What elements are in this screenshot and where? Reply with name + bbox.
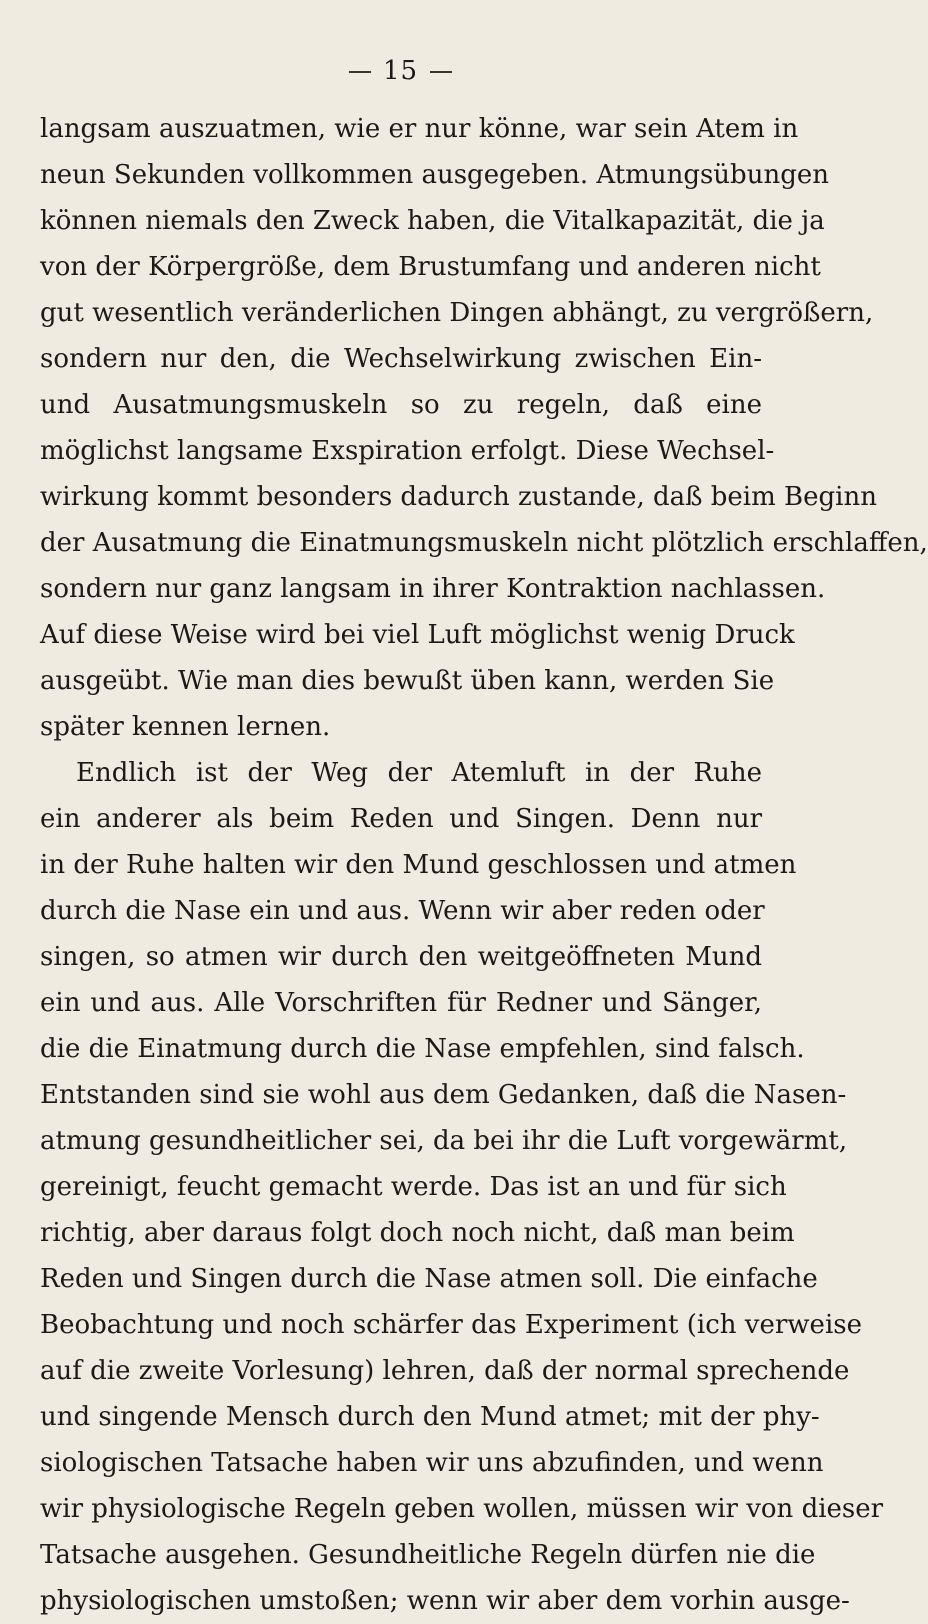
text-line: Endlich ist der Weg der Atemluft in der Ruhe [76, 758, 762, 788]
text-line: Beobachtung und noch schärfer das Experiment (ich verweise [40, 1310, 862, 1340]
text-line: können niemals den Zweck haben, die Vitalkapazität, die ja [40, 206, 825, 236]
body-text [40, 106, 928, 1624]
text-line: die die Einatmung durch die Nase empfehlen, sind falsch. [40, 1034, 805, 1064]
text-line: singen, so atmen wir durch den weitgeöffneten Mund [40, 942, 762, 972]
page-header [0, 56, 801, 86]
text-line: sondern nur ganz langsam in ihrer Kontraktion nachlassen. [40, 574, 826, 604]
text-line: ein anderer als beim Reden und Singen. Denn nur [40, 804, 762, 834]
text-line: atmung gesundheitlicher sei, da bei ihr die Luft vorgewärmt, [40, 1126, 848, 1156]
text-line: sondern nur den, die Wechselwirkung zwischen Ein- [40, 344, 762, 374]
text-line: von der Körpergröße, dem Brustumfang und anderen nicht [40, 252, 821, 282]
text-line: gereinigt, feucht gemacht werde. Das ist an und für sich [40, 1172, 787, 1202]
text-line: neun Sekunden vollkommen ausgegeben. Atmungsübungen [40, 160, 829, 190]
text-line: Tatsache ausgehen. Gesundheitliche Regeln dürfen nie die [40, 1540, 816, 1570]
text-line: physiologischen umstoßen; wenn wir aber dem vorhin ausge- [40, 1586, 850, 1616]
text-line: richtig, aber daraus folgt doch noch nicht, daß man beim [40, 1218, 795, 1248]
text-line: durch die Nase ein und aus. Wenn wir aber reden oder [40, 896, 765, 926]
page-number: 15 [382, 56, 419, 86]
text-line: der Ausatmung die Einatmungsmuskeln nicht plötzlich erschlaffen, [40, 528, 928, 558]
text-line: später kennen lernen. [40, 712, 331, 742]
text-line: auf die zweite Vorlesung) lehren, daß der normal sprechende [40, 1356, 850, 1386]
text-line: in der Ruhe halten wir den Mund geschlossen und atmen [40, 850, 797, 880]
text-line: ausgeübt. Wie man dies bewußt üben kann, werden Sie [40, 666, 775, 696]
text-line: siologischen Tatsache haben wir uns abzufinden, und wenn [40, 1448, 824, 1478]
text-line: gut wesentlich veränderlichen Dingen abhängt, zu vergrößern, [40, 298, 874, 328]
text-line: ein und aus. Alle Vorschriften für Redner und Sänger, [40, 988, 762, 1018]
text-line: und Ausatmungsmuskeln so zu regeln, daß eine [40, 390, 762, 420]
text-line: Reden und Singen durch die Nase atmen soll. Die einfache [40, 1264, 818, 1294]
text-line: Auf diese Weise wird bei viel Luft möglichst wenig Druck [40, 620, 795, 650]
text-line: wir physiologische Regeln geben wollen, müssen wir von dieser [40, 1494, 884, 1524]
header-dash-right [430, 71, 452, 73]
header-dash-left [349, 71, 371, 73]
text-line: Entstanden sind sie wohl aus dem Gedanken, daß die Nasen- [40, 1080, 847, 1110]
text-line: möglichst langsame Exspiration erfolgt. Diese Wechsel- [40, 436, 775, 466]
text-line: wirkung kommt besonders dadurch zustande, daß beim Beginn [40, 482, 877, 512]
text-line: langsam auszuatmen, wie er nur könne, war sein Atem in [40, 114, 799, 144]
text-line: und singende Mensch durch den Mund atmet; mit der phy- [40, 1402, 820, 1432]
